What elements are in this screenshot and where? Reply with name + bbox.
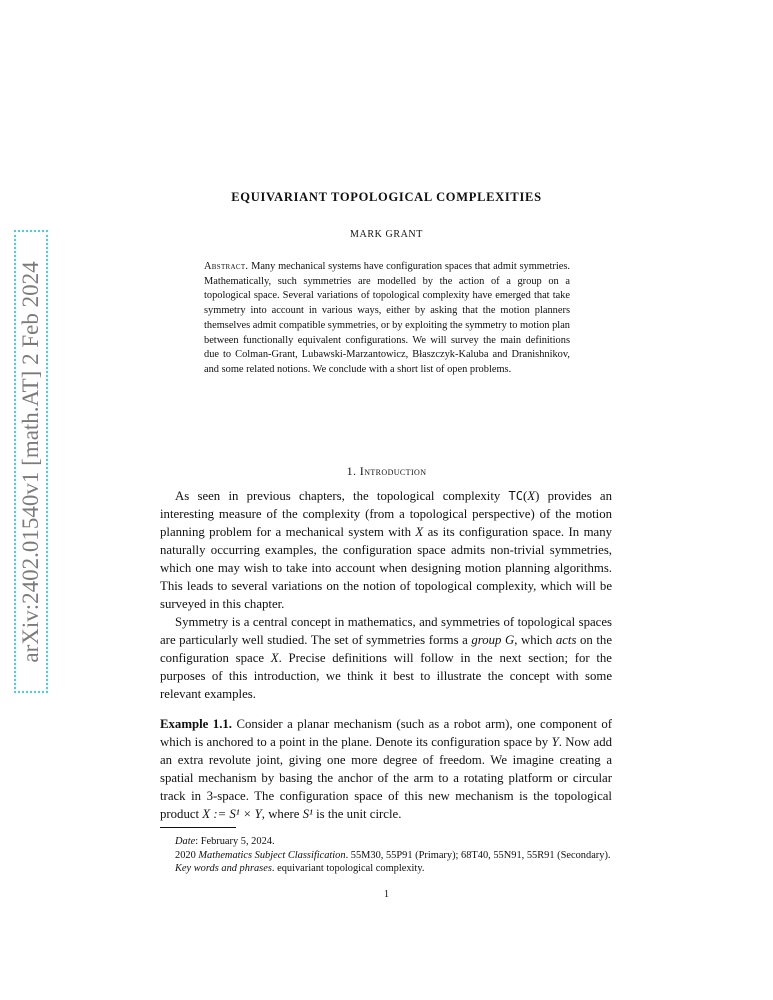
- paragraph-1-text-a: As seen in previous chapters, the topological complexity: [175, 489, 509, 503]
- keywords-value: . equivariant topological complexity.: [271, 863, 425, 875]
- example-label: Example 1.1.: [160, 717, 232, 731]
- msc-year: 2020: [175, 849, 199, 861]
- page-number: 1: [384, 889, 389, 900]
- product-formula: X := S¹ × Y: [202, 807, 262, 821]
- keywords-footnote: [160, 862, 612, 876]
- example-text-a: Consider a planar mechanism (such as a robot arm), one component of which is anchored to a point in the plane. Denote its configuration space by: [160, 717, 612, 749]
- example-text-b: . Now add an extra revolute joint, giving one more degree of freedom. We imagine creating a spatial mechanism by basing the anchor of the arm to a rotating platform or circular track in 3-space. The configuration space of this new mechanism is the topological product: [160, 735, 612, 821]
- math-y: Y: [551, 735, 559, 749]
- paper-title: EQUIVARIANT TOPOLOGICAL COMPLEXITIES: [231, 190, 542, 204]
- group-term: group: [471, 633, 502, 647]
- msc-footnote: [160, 849, 612, 863]
- paragraph-2-text-a: Symmetry is a central concept in mathematics, and symmetries of topological spaces are particularly well studied. The set of symmetries forms a: [160, 615, 612, 647]
- example-1-1: [160, 715, 612, 823]
- paragraph-1: [160, 487, 612, 613]
- example-text-d: is the unit circle.: [312, 807, 402, 821]
- math-x-3: X: [270, 651, 279, 665]
- paragraph-2-text-c: on the configuration space: [160, 633, 612, 665]
- tc-symbol: TC: [508, 489, 523, 503]
- paper-author: MARK GRANT: [350, 229, 423, 240]
- paragraph-1-text-b: (: [523, 489, 528, 503]
- section-heading: 1. Introduction: [346, 464, 427, 478]
- acts-term: acts: [555, 633, 577, 647]
- paragraph-2: [160, 613, 612, 703]
- paragraph-1-text-c: ) provides an interesting measure of the complexity (from a topological perspective) of the motion planning problem for a mechanical system with: [160, 489, 612, 539]
- footnote-divider: [160, 827, 236, 828]
- date-label: Date: [175, 836, 196, 847]
- paragraph-2-text-d: . Precise definitions will follow in the next section; for the purposes of this introduction, we think it best to illustrate the concept with some relevant examples.: [160, 651, 612, 701]
- msc-label: Mathematics Subject Classification: [198, 849, 346, 861]
- paragraph-1-text-d: as its configuration space. In many naturally occurring examples, the configuration space admits non-trivial symmetries, which one may wish to take into account when designing motion planning algorithms. This leads to several variations on the notion of topological complexity, which will be surveyed in this chapter.: [160, 525, 613, 611]
- msc-value: . 55M30, 55P91 (Primary); 68T40, 55N91, 55R91 (Secondary).: [345, 849, 611, 861]
- math-x: X: [527, 489, 536, 503]
- example-text-c: , where: [261, 807, 303, 821]
- abstract-text: Many mechanical systems have configuration spaces that admit symmetries. Mathematically, such symmetries are modelled by the action of a group on a topological space. Several variations of topological complexity have emerged that take symmetry into account in various ways, either by asking that the motion planners themselves admit compatible symmetries, or by exploiting the symmetry to motion plan between functionally equivalent configurations. We will survey the main definitions due to Colman-Grant, Lubawski-Marzantowicz, Błaszczyk-Kaluba and Dranishnikov, and some related notions. We conclude with a short list of open problems.: [204, 261, 570, 375]
- date-value: : February 5, 2024.: [195, 836, 275, 847]
- abstract-label: Abstract.: [204, 261, 249, 272]
- paragraph-2-text-b: , which: [514, 633, 556, 647]
- abstract: [204, 260, 570, 378]
- math-g: G: [505, 633, 515, 647]
- keywords-label: Key words and phrases: [175, 863, 272, 875]
- arxiv-identifier-stamp: arXiv:2402.01540v1 [math.AT] 2 Feb 2024: [18, 261, 43, 663]
- math-x-2: X: [415, 525, 424, 539]
- date-footnote: [160, 835, 612, 849]
- math-s1: S¹: [302, 807, 313, 821]
- footnotes: [160, 835, 612, 876]
- paper-body: [160, 487, 612, 823]
